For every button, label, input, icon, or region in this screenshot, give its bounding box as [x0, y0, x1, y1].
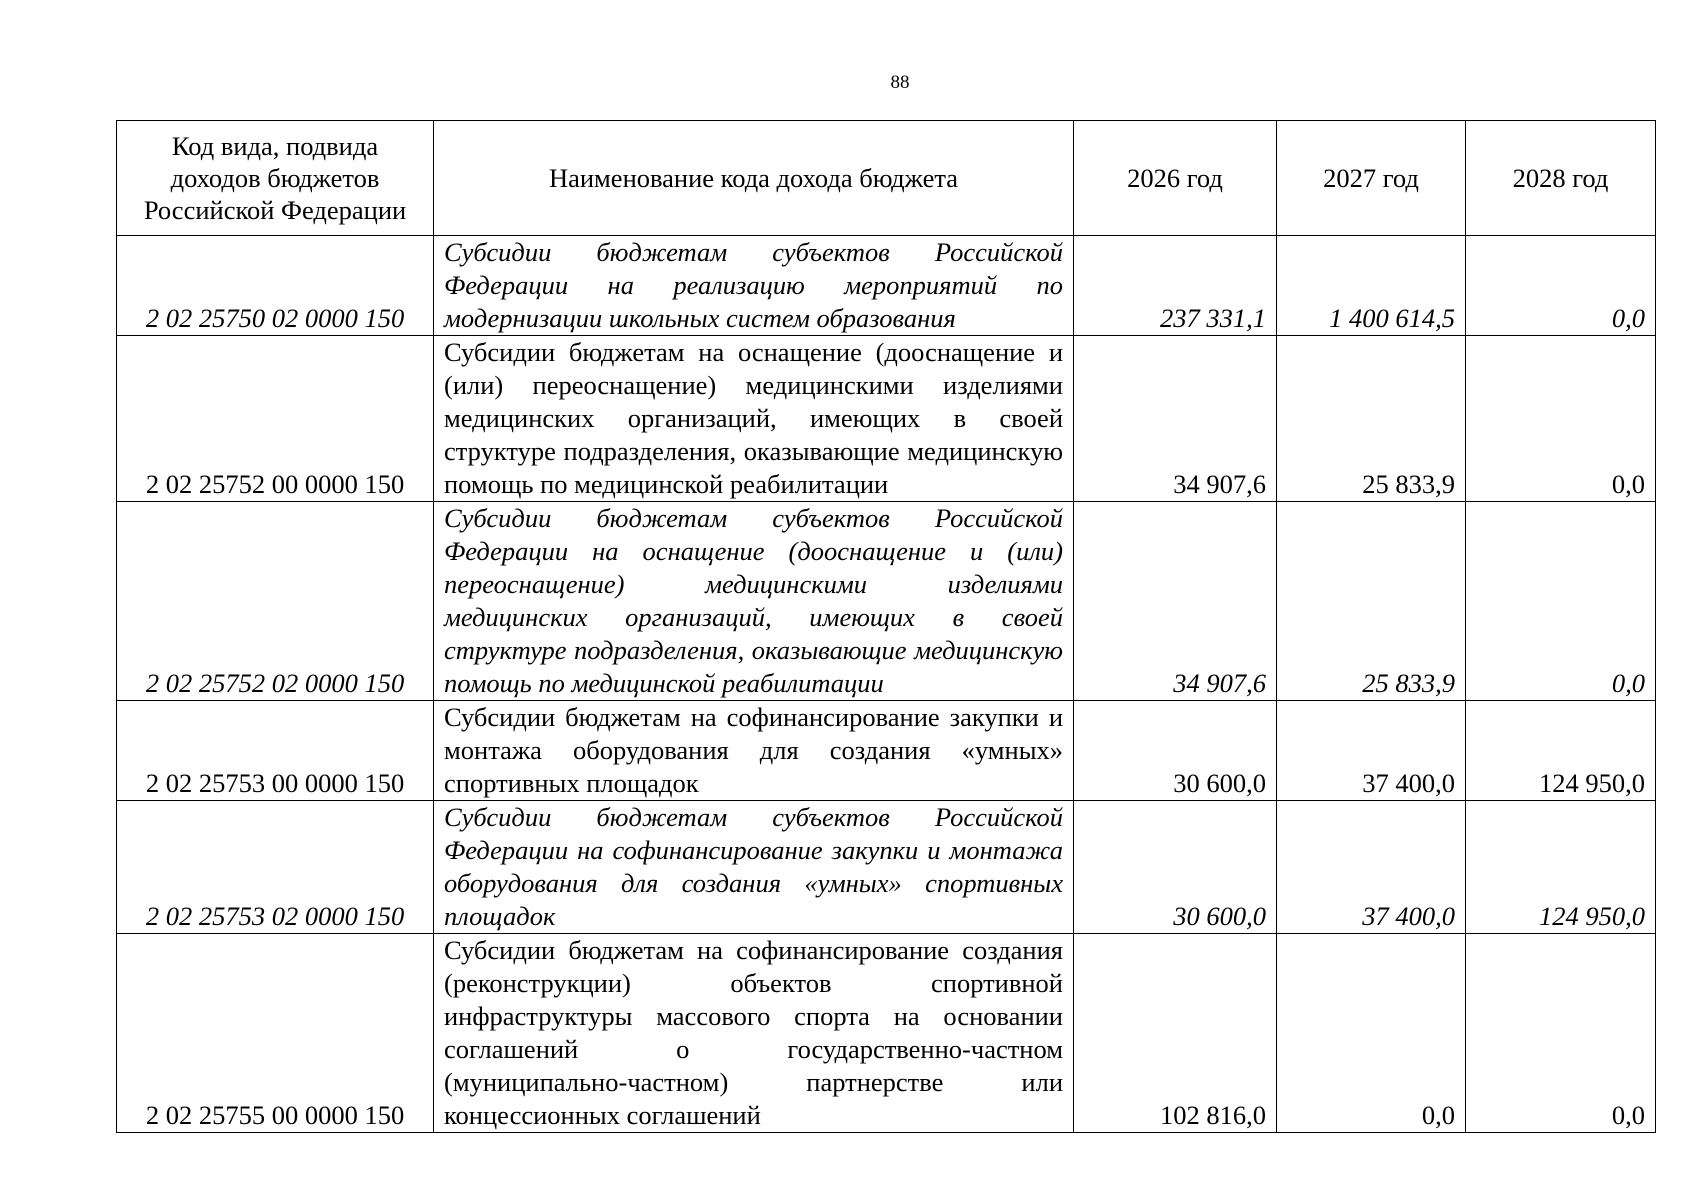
value-2027-cell: 25 833,9: [1277, 336, 1466, 502]
code-cell: 2 02 25755 00 0000 150: [117, 934, 434, 1133]
budget-table: [116, 120, 1656, 1133]
value-2027-cell: 0,0: [1277, 934, 1466, 1133]
table-row: [117, 236, 1656, 336]
value-2028-cell: 124 950,0: [1466, 701, 1656, 801]
value-2026-cell: 30 600,0: [1074, 801, 1277, 934]
value-2028-cell: 0,0: [1466, 502, 1656, 701]
header-name: Наименование кода дохода бюджета: [434, 121, 1074, 236]
value-2026-cell: 34 907,6: [1074, 336, 1277, 502]
value-2026-cell: 237 331,1: [1074, 236, 1277, 336]
value-2028-cell: 0,0: [1466, 934, 1656, 1133]
table-row: [117, 701, 1656, 801]
page-number: 88: [890, 72, 910, 93]
table-row: [117, 801, 1656, 934]
value-2028-cell: 124 950,0: [1466, 801, 1656, 934]
code-cell: 2 02 25750 02 0000 150: [117, 236, 434, 336]
header-code: Код вида, подвида доходов бюджетов Российской Федерации: [117, 121, 434, 236]
code-cell: 2 02 25752 02 0000 150: [117, 502, 434, 701]
value-2027-cell: 1 400 614,5: [1277, 236, 1466, 336]
value-2027-cell: 37 400,0: [1277, 701, 1466, 801]
name-cell: Субсидии бюджетам субъектов Российской Федерации на оснащение (дооснащение и (или) переоснащение) медицинскими изделиями медицинских организаций, имеющих в своей структуре подразделения, оказывающие медицинскую помощь по медицинской реабилитации: [434, 502, 1074, 701]
table-header-row: [117, 121, 1656, 236]
name-cell: Субсидии бюджетам субъектов Российской Федерации на софинансирование закупки и монтажа оборудования для создания «умных» спортивных площадок: [434, 801, 1074, 934]
value-2027-cell: 37 400,0: [1277, 801, 1466, 934]
header-2028: 2028 год: [1466, 121, 1656, 236]
code-cell: 2 02 25753 02 0000 150: [117, 801, 434, 934]
value-2027-cell: 25 833,9: [1277, 502, 1466, 701]
name-cell: Субсидии бюджетам субъектов Российской Федерации на реализацию мероприятий по модернизации школьных систем образования: [434, 236, 1074, 336]
value-2026-cell: 30 600,0: [1074, 701, 1277, 801]
table-row: [117, 934, 1656, 1133]
header-2027: 2027 год: [1277, 121, 1466, 236]
value-2026-cell: 102 816,0: [1074, 934, 1277, 1133]
name-cell: Субсидии бюджетам на софинансирование создания (реконструкции) объектов спортивной инфраструктуры массового спорта на основании соглашений о государственно-частном (муниципально-частном) партнерстве или концессионных соглашений: [434, 934, 1074, 1133]
value-2028-cell: 0,0: [1466, 336, 1656, 502]
table-row: [117, 502, 1656, 701]
name-cell: Субсидии бюджетам на софинансирование закупки и монтажа оборудования для создания «умных» спортивных площадок: [434, 701, 1074, 801]
table-row: [117, 336, 1656, 502]
header-2026: 2026 год: [1074, 121, 1277, 236]
code-cell: 2 02 25752 00 0000 150: [117, 336, 434, 502]
value-2028-cell: 0,0: [1466, 236, 1656, 336]
name-cell: Субсидии бюджетам на оснащение (дооснащение и (или) переоснащение) медицинскими изделиями медицинских организаций, имеющих в своей структуре подразделения, оказывающие медицинскую помощь по медицинской реабилитации: [434, 336, 1074, 502]
value-2026-cell: 34 907,6: [1074, 502, 1277, 701]
code-cell: 2 02 25753 00 0000 150: [117, 701, 434, 801]
